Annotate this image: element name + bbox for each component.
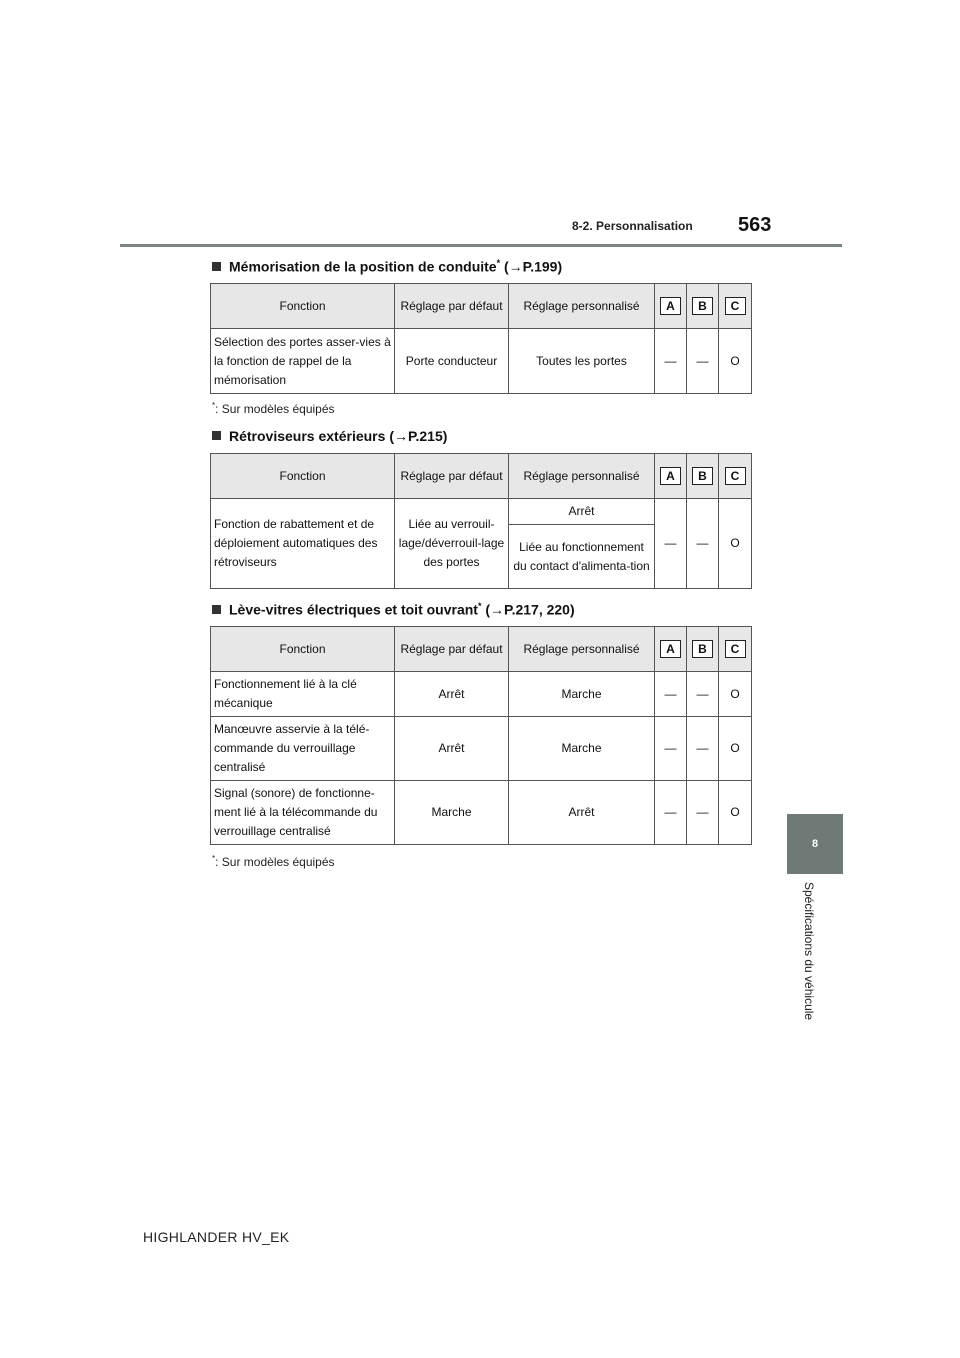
column-header-reglage-perso: Réglage personnalisé: [509, 454, 655, 499]
column-header-a: [655, 627, 687, 672]
cell-defaut: Arrêt: [395, 717, 509, 781]
page-number: 563: [738, 214, 772, 236]
column-header-a: [655, 284, 687, 329]
table-row: [211, 672, 752, 717]
table-row: [211, 329, 752, 394]
column-header-b: [687, 454, 719, 499]
letter-a-icon: A: [660, 297, 681, 315]
cell-defaut: Porte conducteur: [395, 329, 509, 394]
table-leve-vitres: [210, 626, 752, 845]
cell-b: —: [687, 672, 719, 717]
cell-perso: Marche: [509, 672, 655, 717]
section-title-memorisation: Mémorisation de la position de conduite* (→P.199): [212, 258, 562, 275]
footnote: *: Sur modèles équipés: [212, 854, 335, 869]
column-header-b: [687, 284, 719, 329]
square-bullet-icon: [212, 431, 221, 440]
square-bullet-icon: [212, 262, 221, 271]
cell-b: —: [687, 499, 719, 589]
cell-c: O: [719, 329, 752, 394]
letter-a-icon: A: [660, 467, 681, 485]
chapter-tab[interactable]: [787, 814, 843, 874]
cell-perso-option-1: Arrêt: [509, 499, 655, 525]
cell-fonction: Manœuvre asservie à la télé-commande du verrouillage centralisé: [211, 717, 395, 781]
cell-defaut: Arrêt: [395, 672, 509, 717]
chapter-label: Spécifications du véhicule: [802, 882, 816, 1021]
table-retroviseurs: [210, 453, 752, 589]
column-header-a: [655, 454, 687, 499]
cell-c: O: [719, 672, 752, 717]
column-header-fonction: Fonction: [211, 454, 395, 499]
cell-a: —: [655, 672, 687, 717]
cell-fonction: Signal (sonore) de fonctionne-ment lié à la télécommande du verrouillage centralisé: [211, 781, 395, 845]
cell-perso: Arrêt: [509, 781, 655, 845]
column-header-reglage-defaut: Réglage par défaut: [395, 454, 509, 499]
column-header-reglage-defaut: Réglage par défaut: [395, 627, 509, 672]
cell-fonction: Sélection des portes asser-vies à la fonction de rappel de la mémorisation: [211, 329, 395, 394]
letter-c-icon: C: [725, 297, 746, 315]
cell-c: O: [719, 717, 752, 781]
cell-perso: Marche: [509, 717, 655, 781]
cell-b: —: [687, 781, 719, 845]
table-row: [211, 717, 752, 781]
footnote: *: Sur modèles équipés: [212, 401, 335, 416]
column-header-c: [719, 627, 752, 672]
letter-b-icon: B: [692, 467, 713, 485]
column-header-fonction: Fonction: [211, 284, 395, 329]
footer-model-name: HIGHLANDER HV_EK: [143, 1229, 290, 1245]
header-divider: [120, 244, 842, 247]
cell-b: —: [687, 329, 719, 394]
column-header-reglage-defaut: Réglage par défaut: [395, 284, 509, 329]
cell-c: O: [719, 781, 752, 845]
cell-c: O: [719, 499, 752, 589]
column-header-reglage-perso: Réglage personnalisé: [509, 284, 655, 329]
column-header-b: [687, 627, 719, 672]
table-memorisation: [210, 283, 752, 394]
section-title-leve-vitres: Lève-vitres électriques et toit ouvrant* (→P.217, 220): [212, 601, 575, 618]
cell-defaut: Liée au verrouil-lage/déverrouil-lage des portes: [395, 499, 509, 589]
letter-c-icon: C: [725, 467, 746, 485]
cell-fonction: Fonctionnement lié à la clé mécanique: [211, 672, 395, 717]
cell-b: —: [687, 717, 719, 781]
cell-a: —: [655, 781, 687, 845]
table-header-row: [211, 627, 752, 672]
letter-c-icon: C: [725, 640, 746, 658]
table-row: [211, 781, 752, 845]
square-bullet-icon: [212, 605, 221, 614]
chapter-number: 8: [811, 838, 819, 850]
cell-defaut: Marche: [395, 781, 509, 845]
cell-perso: Toutes les portes: [509, 329, 655, 394]
column-header-c: [719, 284, 752, 329]
cell-a: —: [655, 717, 687, 781]
column-header-reglage-perso: Réglage personnalisé: [509, 627, 655, 672]
cell-a: —: [655, 499, 687, 589]
page-reference: (→P.199): [504, 258, 563, 275]
page-reference: (→P.215): [389, 428, 448, 444]
table-row: [211, 499, 752, 525]
section-title-retroviseurs: Rétroviseurs extérieurs (→P.215): [212, 428, 447, 444]
cell-a: —: [655, 329, 687, 394]
column-header-c: [719, 454, 752, 499]
cell-perso-option-2: Liée au fonctionnement du contact d'alimenta-tion: [509, 525, 655, 589]
letter-b-icon: B: [692, 297, 713, 315]
section-heading: 8-2. Personnalisation: [572, 219, 693, 233]
letter-b-icon: B: [692, 640, 713, 658]
page-reference: (→P.217, 220): [485, 601, 575, 618]
column-header-fonction: Fonction: [211, 627, 395, 672]
cell-fonction: Fonction de rabattement et de déploiement automatiques des rétroviseurs: [211, 499, 395, 589]
letter-a-icon: A: [660, 640, 681, 658]
table-header-row: [211, 454, 752, 499]
table-header-row: [211, 284, 752, 329]
